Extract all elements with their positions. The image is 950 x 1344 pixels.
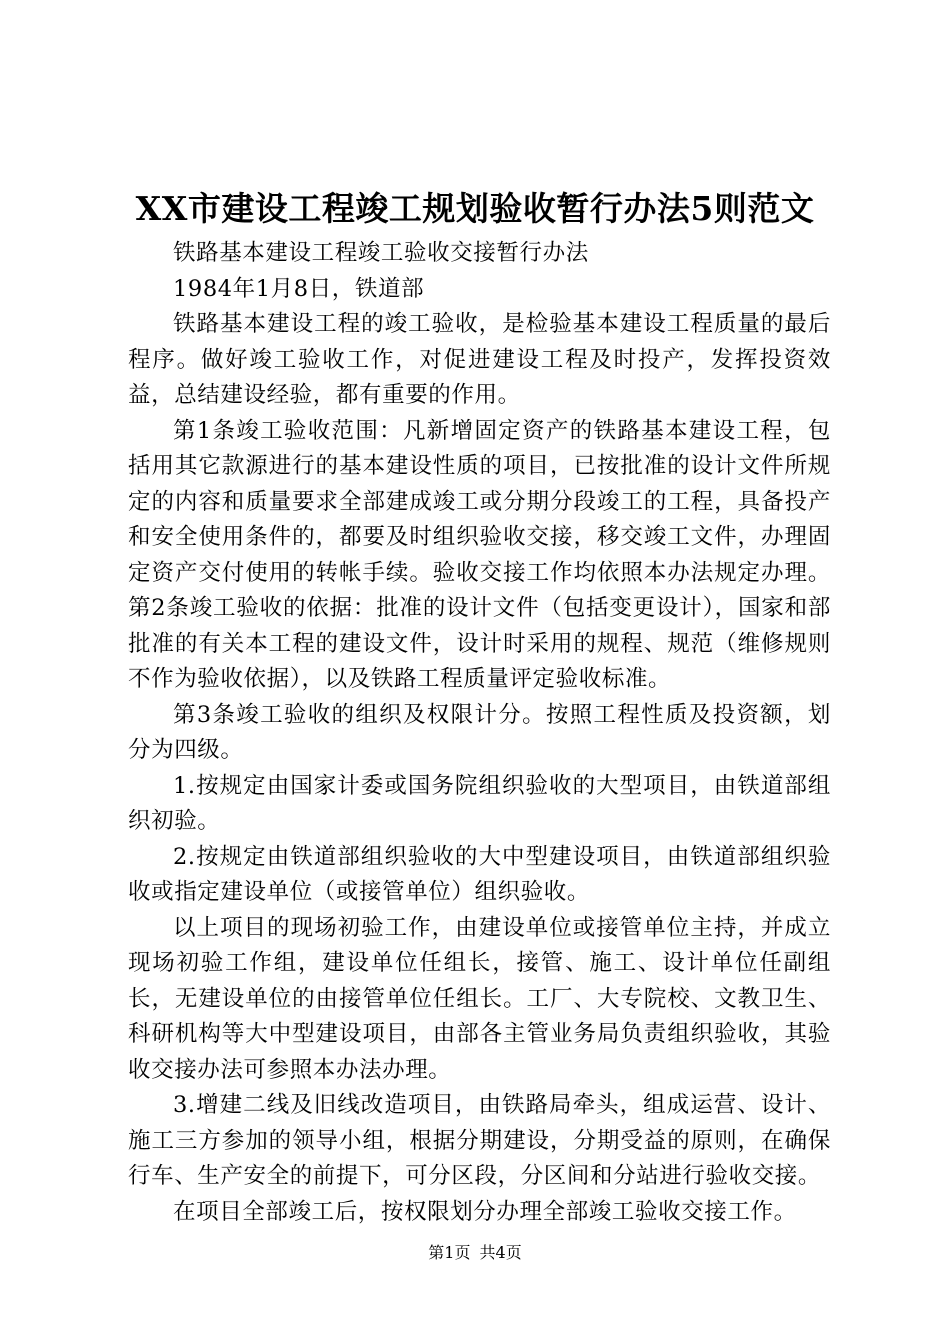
paragraph-intro: 铁路基本建设工程的竣工验收，是检验基本建设工程质量的最后程序。做好竣工验收工作，对促进建设工程及时投产，发挥投资效益，总结建设经验，都有重要的作用。 <box>128 311 831 408</box>
paragraph-item-3: 3.增建二线及旧线改造项目，由铁路局牵头，组成运营、设计、施工三方参加的领导小组，根据分期建设，分期受益的原则，在确保行车、生产安全的前提下，可分区段，分区间和分站进行验收交接。 <box>128 1092 831 1189</box>
paragraph-article-1-2: 第1条竣工验收范围：凡新增固定资产的铁路基本建设工程，包括用其它款源进行的基本建设性质的项目，已按批准的设计文件所规定的内容和质量要求全部建成竣工或分期分段竣工的工程，具备投产和安全使用条件的，都要及时组织验收交接，移交竣工文件，办理固定资产交付使用的转帐手续。验收交接工作均依照本办法规定办理。第2条竣工验收的依据：批准的设计文件（包括变更设计），国家和部批准的有关本工程的建设文件，设计时采用的规程、规范（维修规则不作为验收依据），以及铁路工程质量评定验收标准。 <box>128 417 831 692</box>
paragraph-date-issuer: 1984年1月8日，铁道部 <box>173 275 425 302</box>
paragraph-item-2: 2.按规定由铁道部组织验收的大中型建设项目，由铁道部组织验收或指定建设单位（或接管单位）组织验收。 <box>128 843 831 905</box>
paragraph-item-1: 1.按规定由国家计委或国务院组织验收的大型项目，由铁道部组织初验。 <box>128 772 831 834</box>
page-footer: 第1页 共4页 <box>428 1243 522 1262</box>
paragraph-onsite-inspection: 以上项目的现场初验工作，由建设单位或接管单位主持，并成立现场初验工作组，建设单位任组长，接管、施工、设计单位任副组长，无建设单位的由接管单位任组长。工厂、大专院校、文教卫生、科研机构等大中型建设项目，由部各主管业务局负责组织验收，其验收交接办法可参照本办法办理。 <box>128 914 831 1083</box>
document-title: XX市建设工程竣工规划验收暂行办法5则范文 <box>135 189 815 228</box>
paragraph-final: 在项目全部竣工后，按权限划分办理全部竣工验收交接工作。 <box>173 1198 797 1225</box>
paragraph-subtitle: 铁路基本建设工程竣工验收交接暂行办法 <box>173 240 589 266</box>
document-body <box>128 236 831 1230</box>
paragraph-article-3: 第3条竣工验收的组织及权限计分。按照工程性质及投资额，划分为四级。 <box>128 701 831 763</box>
